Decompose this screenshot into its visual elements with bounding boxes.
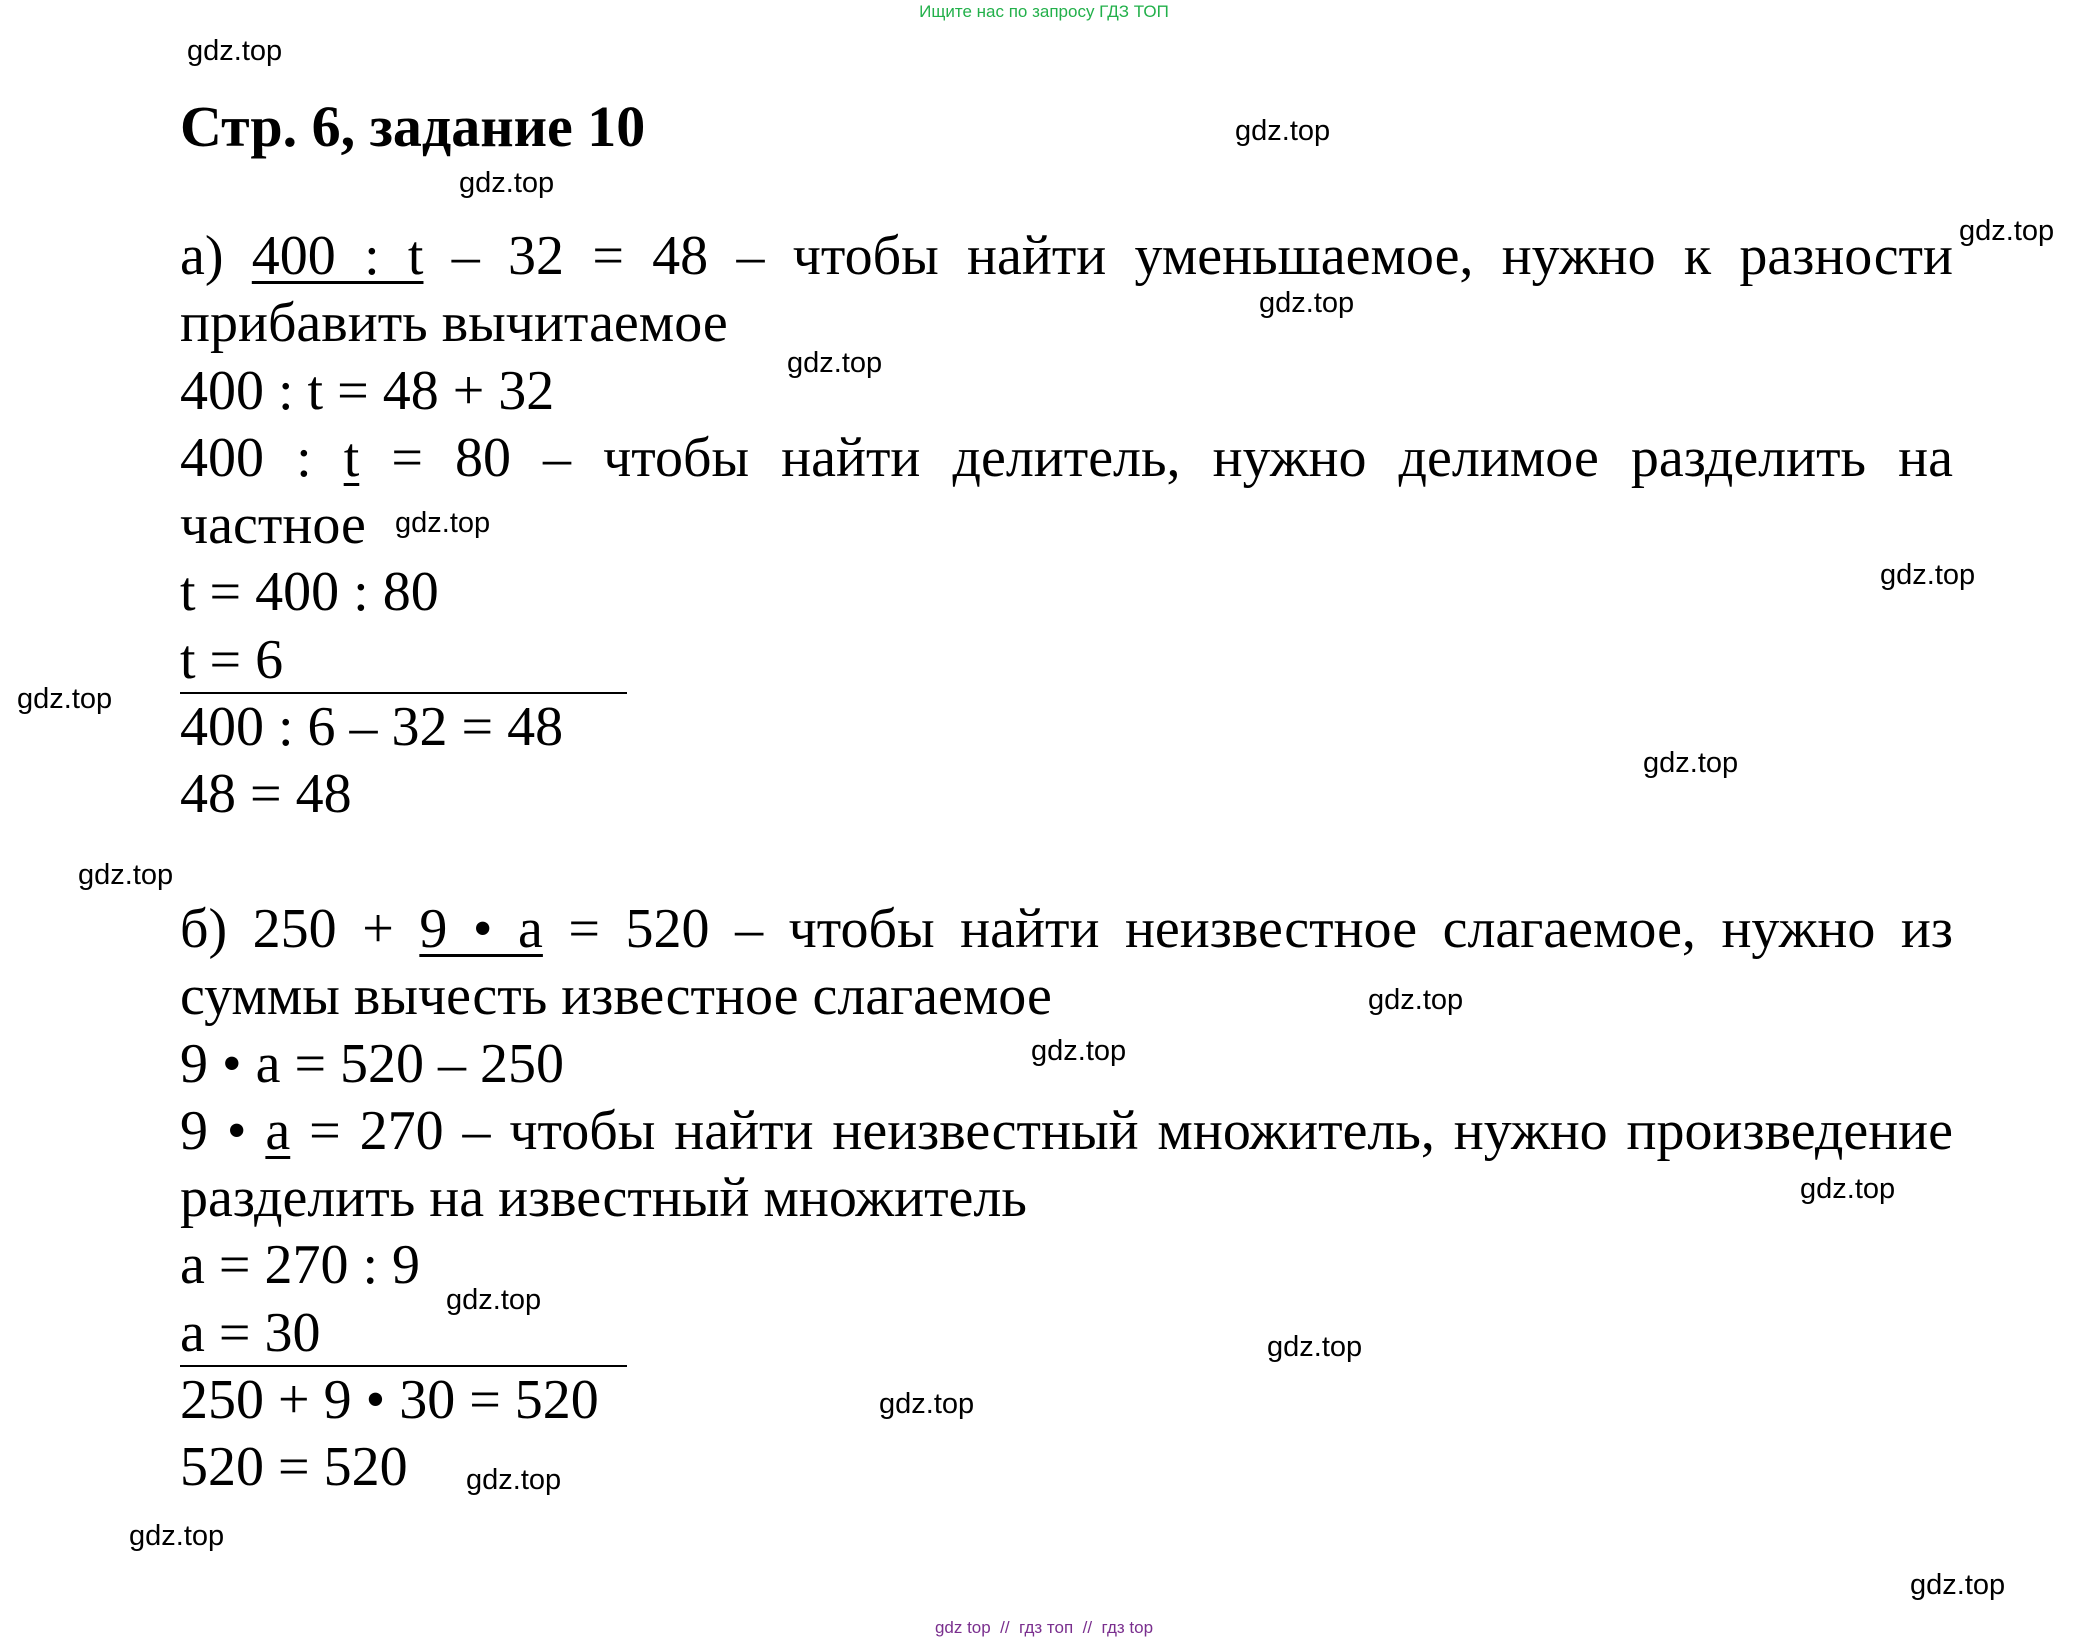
watermark: gdz.top [787, 347, 883, 379]
part-b-line-3: 9 • а = 520 – 250 [180, 1032, 565, 1095]
part-a-check-1: 400 : 6 – 32 = 48 [180, 696, 564, 759]
part-b-check-1: 250 + 9 • 30 = 520 [180, 1369, 599, 1432]
watermark: gdz.top [446, 1284, 542, 1316]
part-a-line-4: 400 : t = 80 – чтобы найти делитель, нужно делимое разделить на [180, 426, 1953, 489]
watermark: gdz.top [1031, 1035, 1127, 1067]
watermark: gdz.top [17, 683, 113, 715]
watermark: gdz.top [1959, 215, 2055, 247]
watermark: gdz.top [1368, 984, 1464, 1016]
watermark: gdz.top [78, 859, 174, 891]
underlined-variable: t [343, 426, 360, 489]
watermark: gdz.top [1259, 287, 1355, 319]
page-title: Стр. 6, задание 10 [180, 94, 646, 159]
watermark: gdz.top [1800, 1173, 1896, 1205]
part-a-check-2: 48 = 48 [180, 763, 352, 826]
watermark: gdz.top [1267, 1331, 1363, 1363]
part-a-line-5: частное [180, 494, 366, 557]
underlined-expression: 400 : t [251, 225, 424, 287]
footer-links[interactable]: gdz top // гдз топ // гдз top [934, 1618, 1154, 1637]
watermark: gdz.top [187, 35, 283, 67]
part-b-answer: а = 30 [180, 1301, 321, 1364]
part-a-line-6: t = 400 : 80 [180, 561, 439, 624]
part-b-check-2: 520 = 520 [180, 1436, 408, 1499]
watermark: gdz.top [879, 1388, 975, 1420]
watermark: gdz.top [1643, 747, 1739, 779]
part-b-line-4: 9 • а = 270 – чтобы найти неизвестный множитель, нужно произведение [180, 1099, 1953, 1162]
watermark: gdz.top [1880, 559, 1976, 591]
part-a-answer: t = 6 [180, 628, 284, 691]
watermark: gdz.top [1910, 1569, 2006, 1601]
watermark: gdz.top [129, 1520, 225, 1552]
part-b-line-6: а = 270 : 9 [180, 1234, 420, 1297]
part-a-line-1: а) 400 : t – 32 = 48 – чтобы найти уменьшаемое, нужно к разности [180, 225, 1954, 287]
watermark: gdz.top [466, 1464, 562, 1496]
watermark: gdz.top [395, 507, 491, 539]
watermark: gdz.top [1235, 115, 1331, 147]
promo-banner[interactable]: Ищите нас по запросу ГДЗ ТОП [919, 2, 1169, 21]
part-b-line-2: суммы вычесть известное слагаемое [180, 965, 1052, 1028]
part-b-line-5: разделить на известный множитель [180, 1167, 1027, 1230]
watermark: gdz.top [459, 167, 555, 199]
part-b-line-1: б) 250 + 9 • а = 520 – чтобы найти неизвестное слагаемое, нужно из [180, 897, 1953, 960]
part-a-line-2: прибавить вычитаемое [180, 292, 728, 355]
underlined-expression: 9 • а [419, 897, 543, 960]
part-a-line-3: 400 : t = 48 + 32 [180, 359, 555, 422]
underlined-variable: а [265, 1099, 291, 1162]
